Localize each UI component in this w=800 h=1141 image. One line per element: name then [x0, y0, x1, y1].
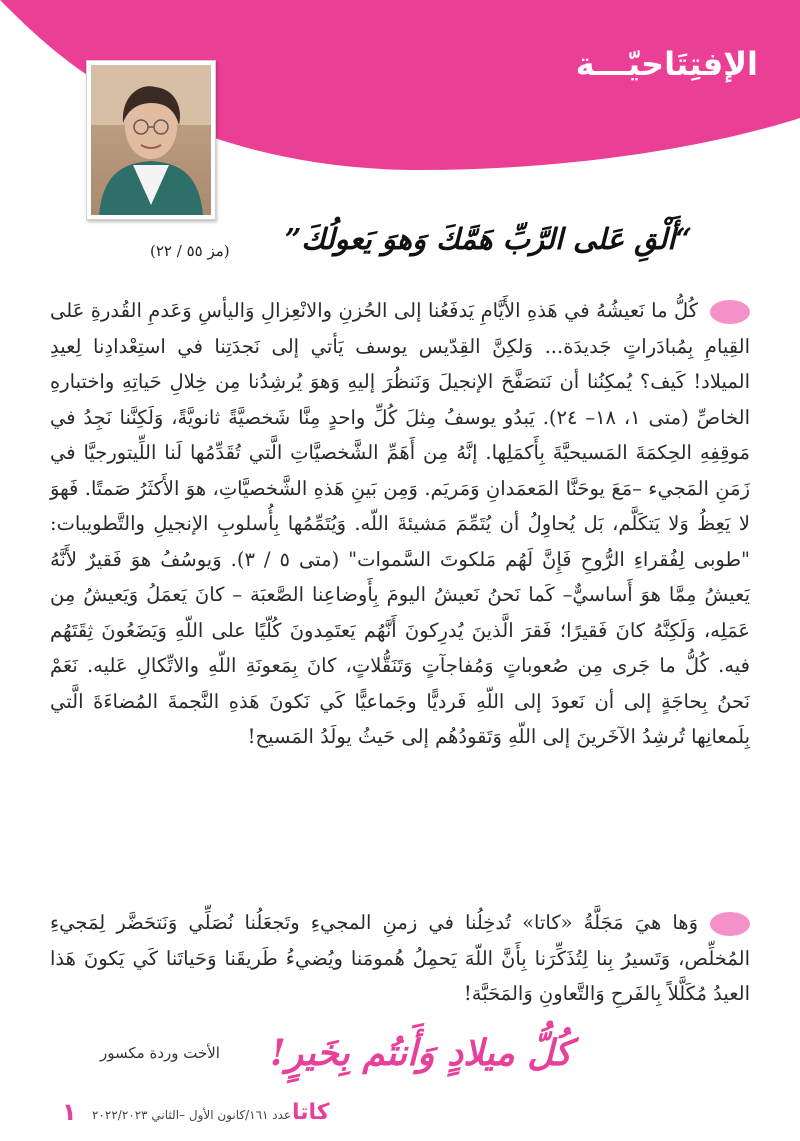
portrait-photo-icon	[91, 65, 211, 215]
magazine-logo: كاتا	[292, 1100, 330, 1125]
author-photo	[86, 60, 216, 220]
page-number: ١	[62, 1098, 77, 1126]
paragraph-1	[50, 293, 750, 755]
page-title: الإفتِتَاحيّـــة	[575, 45, 758, 83]
quote-reference: (مز ٥٥ / ٢٢)	[150, 242, 230, 260]
paragraph-2-text: وَها هيَ مَجَلَّةُ «كاتا» تُدخِلُنا في زمنِ المجيءِ وتَجعَلُنا نُصَلِّي وَنَتحَضَّر لِمَجيءِ المُخلِّص، وَتَسيرُ بِنا لِتُذَكِّرَنا بِأَنَّ اللّهَ يَحمِلُ هُمومَنا ويُضيءُ طَريقَنا وَحَياتَنا كَي يَكونَ هَذا العيدُ مُكَلَّلاً بِالفَرحِ وَالتَّعاونِ وَالمَحَبَّة!	[50, 911, 750, 1005]
pink-bullet-icon	[710, 300, 750, 324]
christmas-wish: كُلُّ ميلادٍ وَأَنتُم بِخَيرٍ!	[270, 1032, 572, 1074]
paragraph-2	[50, 905, 750, 1012]
paragraph-1-text: كُلُّ ما نَعيشُهُ في هَذهِ الأَيَّامِ يَدفَعُنا إلى الحُزنِ والانْعِزالِ وَاليأسِ وَعَدمِ القُدرةِ عَلى القِيامِ بِمُبادَراتٍ جَديدَة... وَلكِنَّ القِدّيس يوسف يَأتي إلى نَجدَتِنا في استِعْدادِنا لِعيدِ الميلاد! كَيف؟ يُمكِنُنا أن نَتصَفَّحَ الإنجيلَ وَنَنظُرَ إليهِ وَهوَ يُرشِدُنا مِن خِلالِ حَياتِهِ واختبارهِ الخاصِّ (متى ١، ١٨– ٢٤). يَبدُو يوسفُ مِثلَ كُلِّ واحدٍ مِنَّا شَخصيَّةً ثانويَّةً، وَلَكِنَّنا نَجِدُ في مَوقِفِهِ الحِكمَةَ المَسيحيَّةَ بِأَكمَلِها. إنَّهُ مِن أَهَمِّ الشَّخصيَّاتِ الَّتي تُقَدِّمُها لَنا اللِّيتورجيَّا في زَمَنِ المَجيء –مَعَ يوحَنَّا المَعمَدانِ وَمَريَم. وَمِن بَينِ هَذهِ الشَّخصيَّاتِ، هوَ الأَكثَرُ صَمتًا. فَهوَ لا يَعِظُ وَلا يَتكَلَّم، بَل يُحاوِلُ أن يُتَمِّمَ مَشيئةَ اللّه. وَيُتَمِّمُها بِأُسلوبِ الإنجيلِ والتَّطويبات: "طوبى لِفُقراءِ الرُّوحِ فَإِنَّ لَهُم مَلكوتَ السَّموات" (متى ٥ / ٣). وَيوسُفُ هوَ فَقيرٌ لأَنَّهُ يَعيشُ مِمَّا هوَ أَساسيٌّ– كَما نَحنُ نَعيشُ اليومَ بِأَوضاعِنا الصَّعبَة – كانَ يَعمَلُ وَيَعيشُ مِن عَمَلِه، وَلَكِنَّهُ كانَ فَقيرًا؛ فَقرَ الَّذينَ يُدرِكونَ أَنَّهُم يَعتَمِدونَ كُلّيًا على اللّهِ وَيَضَعُونَ ثِقَتَهُم فيه. كُلُّ ما جَرى مِن صُعوباتٍ وَمُفاجآتٍ وَتَنَقُّلاتٍ، كانَ بِمَعونَةِ اللّهِ والاتِّكالِ عَليه. نَعَمْ نَحنُ بِحاجَةٍ إلى أن نَعودَ إلى اللّهِ فَرديًّا وجَماعيًّا كَي نَكونَ هَذهِ النَّجمةَ المُضاءَةَ الَّتي بِلَمعانِها تُرشِدُ الآخَرينَ إلى اللّهِ وَتَقودُهُم إلى حَيثُ يولَدُ المَسيح!	[50, 299, 750, 748]
author-name: الأخت وردة مكسور	[100, 1044, 220, 1062]
quote-heading: “أَلْقِ عَلى الرَّبِّ هَمَّكَ وَهوَ يَعولُكَ”	[284, 222, 692, 256]
pink-bullet-icon	[710, 912, 750, 936]
issue-info: عدد ١٦١/كانون الأول –الثاني ٢٠٢٢/٢٠٢٣	[92, 1108, 292, 1122]
